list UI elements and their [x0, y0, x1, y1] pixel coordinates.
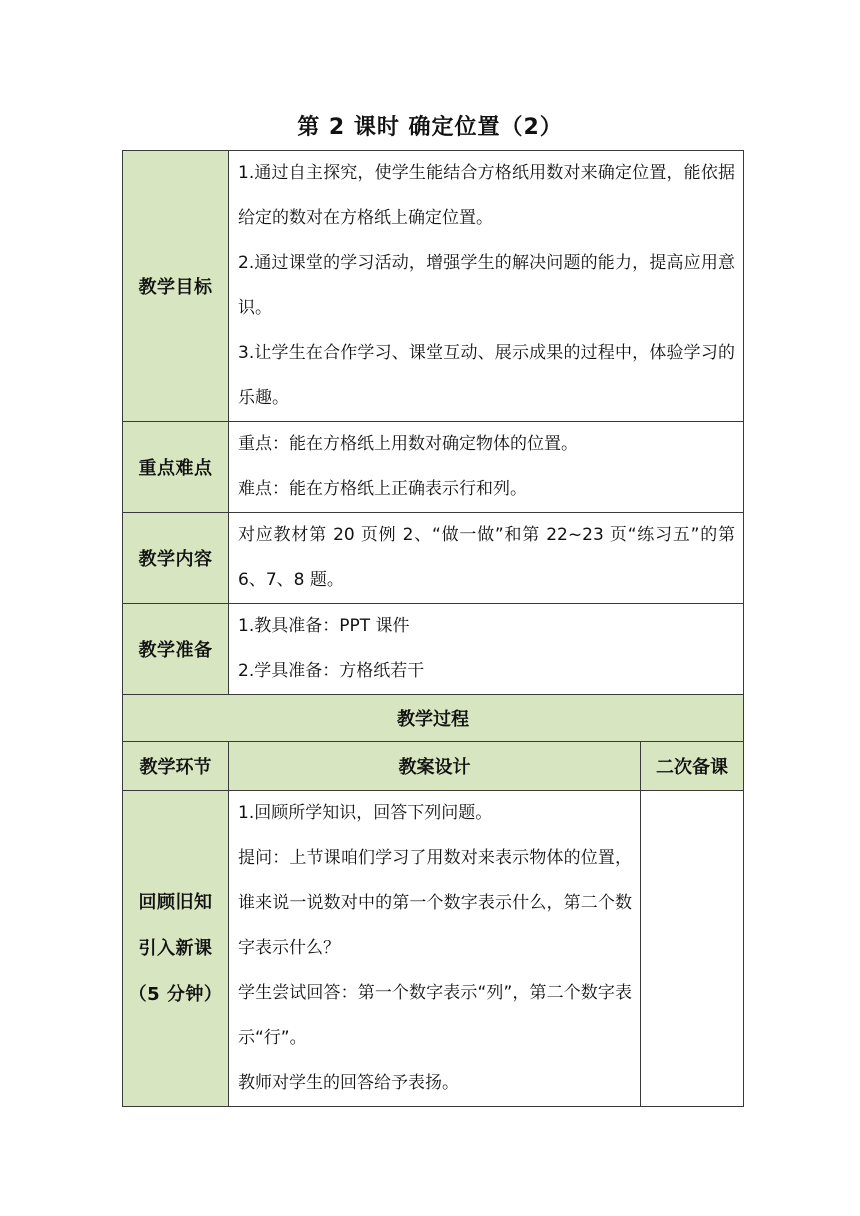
preparation-content — [229, 604, 744, 695]
stage1-design — [229, 791, 641, 1107]
key-points-row — [123, 422, 744, 513]
content-row — [123, 513, 744, 604]
stage1-paragraph: 学生尝试回答：第一个数字表示“列”，第二个数字表示“行”。 — [238, 983, 632, 1048]
stage1-row — [123, 791, 744, 1107]
lesson-plan-table — [122, 150, 744, 1107]
preparation-item: 2.学具准备：方格纸若干 — [238, 661, 425, 681]
process-header: 教学过程 — [123, 695, 744, 742]
key-points-content — [229, 422, 744, 513]
stage1-label-line: 引入新课 — [138, 937, 213, 959]
key-point-item: 难点：能在方格纸上正确表示行和列。 — [238, 479, 527, 499]
column-header-design: 教案设计 — [229, 742, 641, 791]
stage1-label — [123, 791, 229, 1107]
objectives-content — [229, 151, 744, 422]
content-paragraph: 对应教材第 20 页例 2、“做一做”和第 22~23 页“练习五”的第 6、7、8 题。 — [238, 525, 735, 590]
objectives-row — [123, 151, 744, 422]
objectives-label: 教学目标 — [123, 151, 229, 422]
key-points-label: 重点难点 — [123, 422, 229, 513]
column-header-stage: 教学环节 — [123, 742, 229, 791]
content-text — [229, 513, 744, 604]
page-title: 第 2 课时 确定位置（2） — [297, 115, 563, 140]
objective-item: 2.通过课堂的学习活动，增强学生的解决问题的能力，提高应用意识。 — [238, 253, 735, 318]
stage1-paragraph: 提问：上节课咱们学习了用数对来表示物体的位置，谁来说一说数对中的第一个数字表示什么，第二个数字表示什么？ — [238, 848, 632, 958]
column-header-revision: 二次备课 — [641, 742, 744, 791]
stage1-revision-cell — [641, 791, 744, 1107]
preparation-item: 1.教具准备：PPT 课件 — [238, 616, 410, 636]
content-label: 教学内容 — [123, 513, 229, 604]
preparation-row — [123, 604, 744, 695]
stage1-label-line: （5 分钟） — [128, 983, 223, 1005]
column-header-row — [123, 742, 744, 791]
key-point-item: 重点：能在方格纸上用数对确定物体的位置。 — [238, 434, 578, 454]
objective-item: 1.通过自主探究，使学生能结合方格纸用数对来确定位置，能依据给定的数对在方格纸上确定位置。 — [238, 163, 735, 228]
process-header-row — [123, 695, 744, 742]
stage1-label-line: 回顾旧知 — [138, 891, 213, 913]
preparation-label: 教学准备 — [123, 604, 229, 695]
stage1-paragraph: 教师对学生的回答给予表扬。 — [238, 1073, 459, 1093]
stage1-paragraph: 1.回顾所学知识，回答下列问题。 — [238, 803, 493, 823]
objective-item: 3.让学生在合作学习、课堂互动、展示成果的过程中，体验学习的乐趣。 — [238, 343, 735, 408]
